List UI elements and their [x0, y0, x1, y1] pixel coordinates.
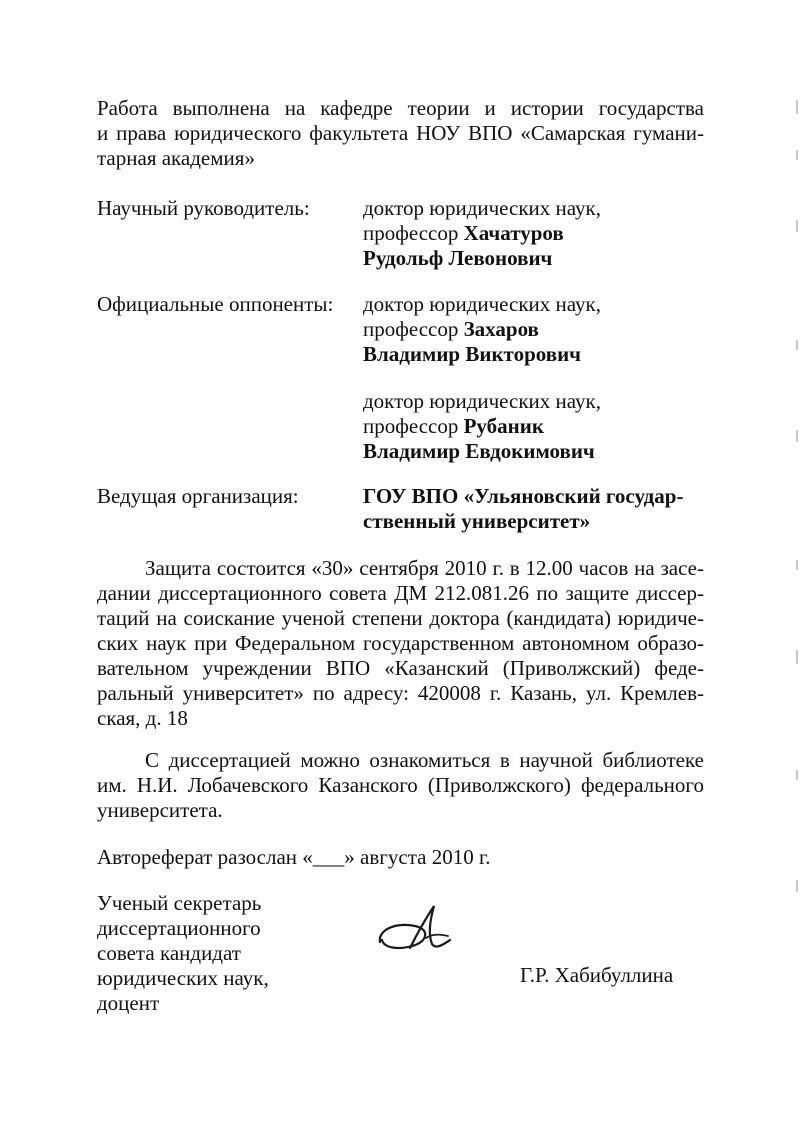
opponent-2-surname: Рубаник	[463, 414, 544, 438]
sent-line: Автореферат разослан «___» августа 2010 г.	[97, 845, 491, 869]
secretary-line-1: Ученый секретарь	[97, 891, 262, 915]
opponent-1-given: Владимир Викторович	[363, 342, 582, 366]
supervisor-label: Научный руководитель:	[97, 196, 310, 220]
opponent-block-1	[363, 292, 708, 367]
defense-line-6: ральный университет» по адресу: 420008 г. Казань, ул. Кремлев-	[97, 681, 704, 705]
lead-org-line-1: ГОУ ВПО «Ульяновский государ-	[363, 484, 684, 508]
intro-line-3: тарная академия»	[97, 146, 255, 170]
intro-paragraph	[97, 96, 704, 171]
secretary-block	[97, 891, 269, 1016]
secretary-line-4: юридических наук,	[97, 966, 269, 990]
opponent-2-title-line	[363, 414, 708, 439]
intro-line-2: и права юридического факультета НОУ ВПО «Самарская гумани-	[97, 121, 704, 145]
opponent-2-given-line	[363, 439, 708, 464]
signature-image	[370, 900, 460, 960]
secretary-line-5: доцент	[97, 991, 160, 1015]
opponents-label: Официальные оппоненты:	[97, 292, 334, 316]
opponent-1-title: профессор	[363, 317, 459, 341]
lead-org-label: Ведущая организация:	[97, 484, 299, 508]
lead-org-block	[363, 484, 708, 534]
opponent-2-given: Владимир Евдокимович	[363, 439, 595, 463]
lead-org-line-2: ственный университет»	[363, 509, 591, 533]
supervisor-given-line	[363, 246, 708, 271]
defense-line-7: ская, д. 18	[97, 706, 188, 730]
opponent-1-degree: доктор юридических наук,	[363, 292, 601, 316]
defense-paragraph	[97, 556, 704, 731]
supervisor-surname: Хачатуров	[463, 221, 564, 245]
defense-line-1: Защита состоится «30» сентября 2010 г. в 12.00 часов на засе-	[145, 556, 704, 580]
opponent-1-title-line	[363, 317, 708, 342]
library-paragraph	[97, 748, 704, 823]
opponent-1-surname: Захаров	[463, 317, 539, 341]
opponent-1-given-line	[363, 342, 708, 367]
opponent-2-title: профессор	[363, 414, 459, 438]
secretary-line-2: диссертационного	[97, 916, 261, 940]
defense-line-5: вательном учреждении ВПО «Казанский (Приволжский) феде-	[97, 656, 704, 680]
opponent-2-degree: доктор юридических наук,	[363, 389, 601, 413]
library-line-3: университета.	[97, 798, 223, 822]
secretary-line-3: совета кандидат	[97, 941, 241, 965]
opponent-block-2	[363, 389, 708, 464]
scan-edge-artifacts	[792, 90, 800, 990]
library-line-1: С диссертацией можно ознакомиться в научной библиотеке	[145, 748, 704, 772]
supervisor-degree: доктор юридических наук,	[363, 196, 601, 220]
secretary-name: Г.Р. Хабибуллина	[520, 963, 674, 987]
defense-line-4: ских наук при Федеральном государственном автономном образо-	[97, 631, 704, 655]
defense-line-2: дании диссертационного совета ДМ 212.081.26 по защите диссер-	[97, 581, 704, 605]
defense-line-3: таций на соискание ученой степени доктора (кандидата) юридиче-	[97, 606, 704, 630]
supervisor-title-line	[363, 221, 708, 246]
supervisor-title: профессор	[363, 221, 459, 245]
supervisor-block	[363, 196, 708, 271]
supervisor-given: Рудольф Левонович	[363, 246, 553, 270]
library-line-2: им. Н.И. Лобачевского Казанского (Приволжского) федерального	[97, 773, 704, 797]
intro-line-1: Работа выполнена на кафедре теории и истории государства	[97, 96, 704, 120]
